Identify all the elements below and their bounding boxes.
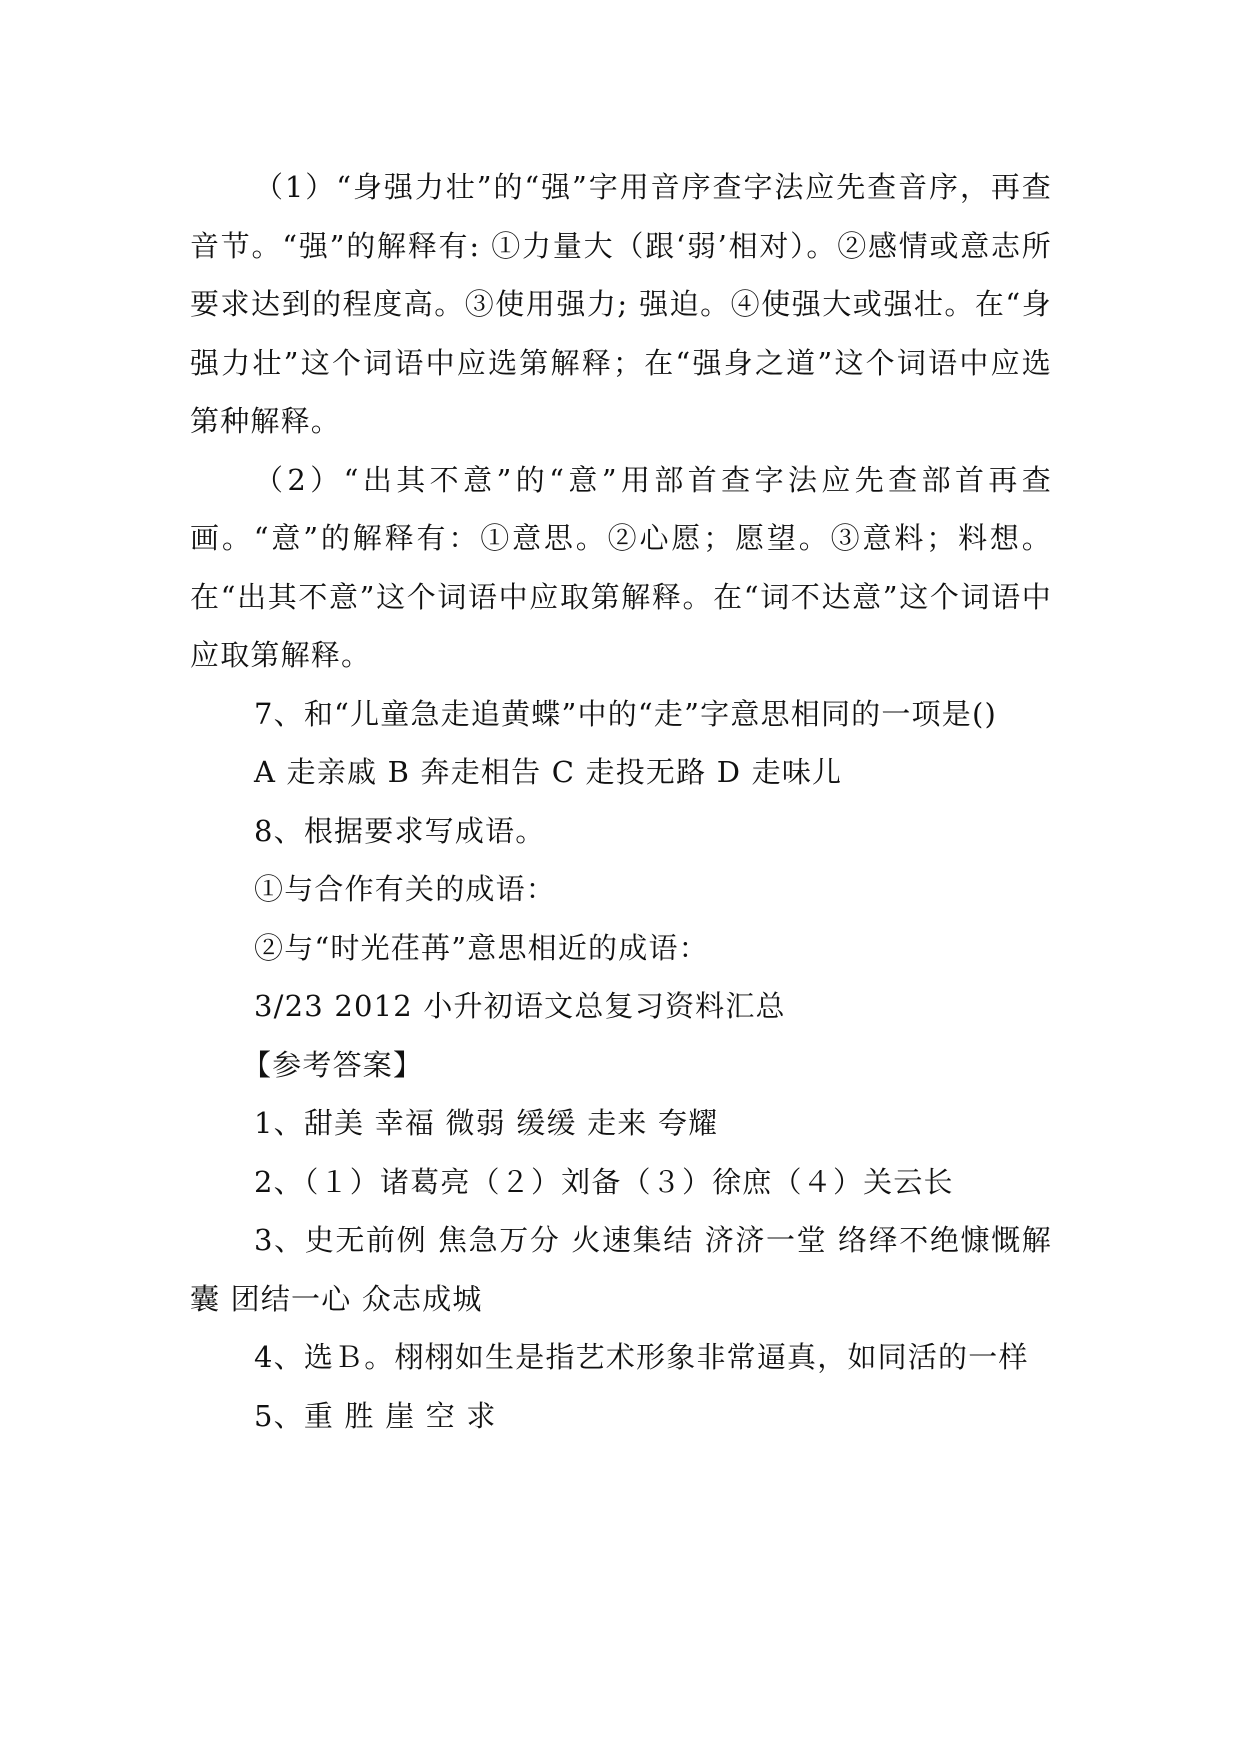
answer-2: 2、（１）诸葛亮（２）刘备（３）徐庶（４）关云长	[254, 1164, 954, 1199]
answer-3: 3、史无前例 焦急万分 火速集结 济济一堂 络绎不绝慷慨解囊 团结一心 众志成城	[190, 1223, 1052, 1316]
question-8-item-2: ②与“时光荏苒”意思相近的成语：	[254, 930, 709, 965]
answer-1: 1、甜美 幸福 微弱 缓缓 走来 夸耀	[254, 1106, 719, 1140]
answer-4: 4、选Ｂ。栩栩如生是指艺术形象非常逼真，如同活的一样	[254, 1340, 1029, 1374]
question-8: 8、根据要求写成语。	[254, 813, 546, 848]
question-7: 7、和“儿童急走追黄蝶”中的“走”字意思相同的一项是()	[254, 696, 997, 731]
question-7-options: A 走亲戚 B 奔走相告 C 走投无路 D 走味儿	[254, 755, 843, 789]
question-8-item-1: ①与合作有关的成语：	[254, 872, 557, 906]
page-marker: 3/23 2012 小升初语文总复习资料汇总	[254, 989, 786, 1023]
question-6-part-1: （1）“身强力壮”的“强”字用音序查字法应先查音序，再查音节。“强”的解释有: ①力量大（跟‘弱’相对）。②感情或意志所要求达到的程度高。③使用强力; 强迫。④使强大或强壮。在“身强力壮”这个词语中应选第解释；在“强身之道”这个词语中应选第种解释。	[190, 170, 1052, 438]
question-6-part-2: （2）“出其不意”的“意”用部首查字法应先查部首再查画。“意”的解释有：①意思。②心愿；愿望。③意料；料想。在“出其不意”这个词语中应取第解释。在“词不达意”这个词语中应取第解释。	[190, 462, 1052, 672]
answer-key-heading: 【参考答案】	[242, 1047, 424, 1082]
document-body	[190, 158, 1052, 1445]
answer-5: 5、重 胜 崖 空 求	[254, 1398, 497, 1433]
